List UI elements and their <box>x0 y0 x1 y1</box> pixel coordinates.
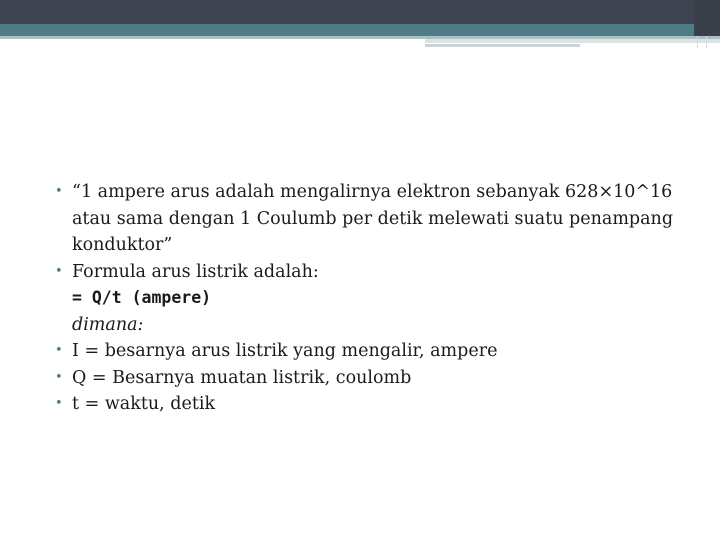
bullet-item-current <box>50 338 690 365</box>
header-tick-2 <box>706 36 707 48</box>
time-definition-text: t = waktu, detik <box>72 394 216 414</box>
bullet-item-definition <box>50 179 690 259</box>
bullet-item-formula <box>50 259 690 339</box>
definition-text: “1 ampere arus adalah mengalirnya elektron sebanyak 628×10^16 atau sama dengan 1 Coulumb per detik melewati suatu penampang konduktor” <box>72 182 674 255</box>
formula-where-label: dimana: <box>72 314 144 335</box>
bullet-item-charge <box>50 365 690 392</box>
header-rule-3 <box>425 44 580 47</box>
bullet-list <box>50 179 690 418</box>
header-rule-2 <box>425 39 720 43</box>
header-tick-1 <box>697 36 698 48</box>
current-definition-text: I = besarnya arus listrik yang mengalir, ampere <box>72 341 498 361</box>
slide-body <box>50 179 690 418</box>
header-corner-block <box>694 0 720 36</box>
formula-intro-text: Formula arus listrik adalah: <box>72 261 319 282</box>
header-band-dark <box>0 0 720 24</box>
charge-definition-text: Q = Besarnya muatan listrik, coulomb <box>72 367 412 388</box>
bullet-item-time <box>50 391 690 418</box>
formula-expression: = Q/t (ampere) <box>72 288 212 307</box>
header-band-teal <box>0 24 720 36</box>
